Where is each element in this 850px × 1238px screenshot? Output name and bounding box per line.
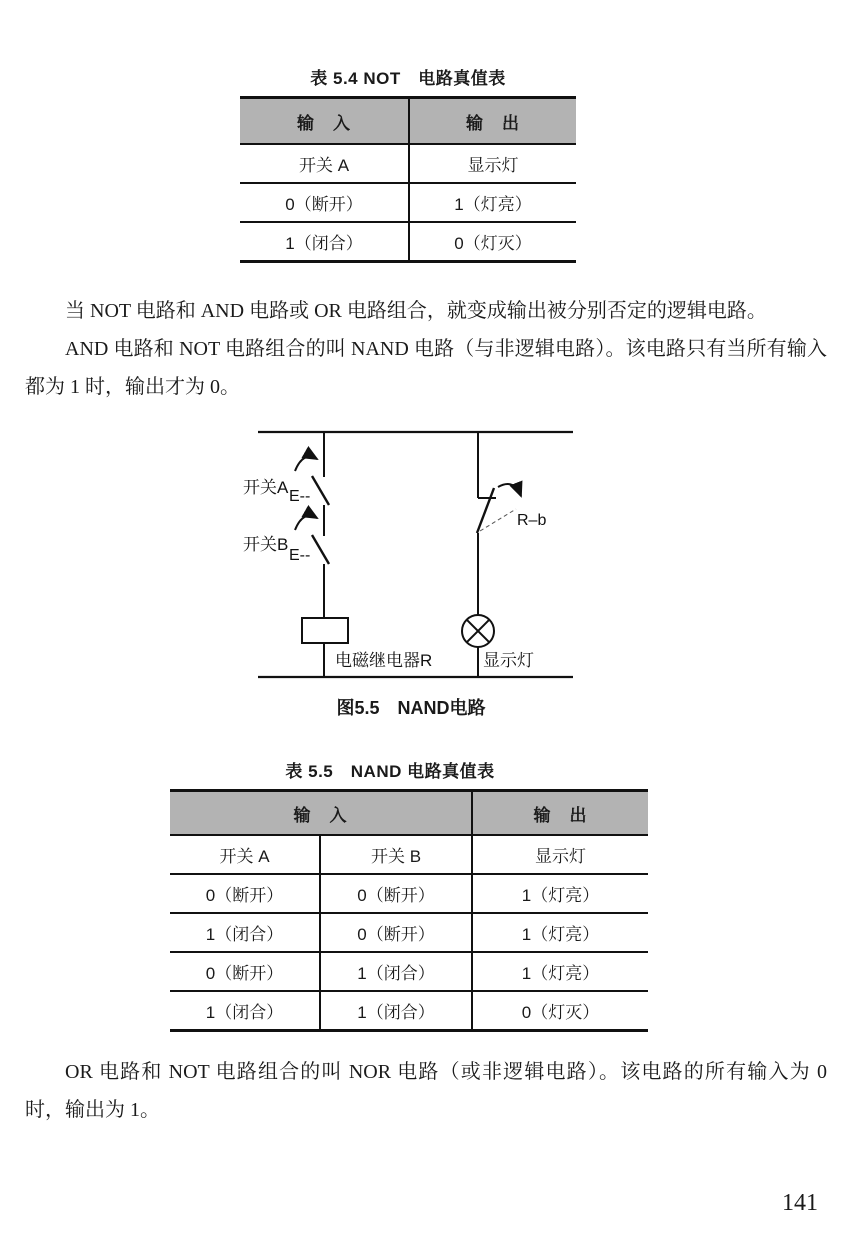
lamp-label: 显示灯 [483, 651, 534, 670]
contact-label: R–b [517, 512, 547, 529]
table-cell: 1（闭合） [170, 913, 320, 952]
switch-a-blade [312, 476, 329, 505]
table-cell: 1（闭合） [240, 222, 409, 262]
table-cell: 显示灯 [409, 144, 576, 183]
table-cell: 1（闭合） [170, 991, 320, 1031]
table-cell: 0（断开） [320, 874, 472, 913]
table-cell: 开关 A [170, 835, 320, 874]
table-cell: 开关 B [320, 835, 472, 874]
header-cell-output: 输 出 [472, 791, 648, 836]
table-cell: 1（灯亮） [409, 183, 576, 222]
paragraph-block [25, 292, 827, 406]
header-cell-input: 输 入 [170, 791, 472, 836]
table-row [170, 991, 648, 1031]
header-cell-input: 输 入 [240, 98, 409, 145]
paragraph-block [25, 1053, 827, 1129]
relay-coil [302, 618, 348, 643]
table-row [240, 98, 576, 145]
table-cell: 1（闭合） [320, 991, 472, 1031]
table-cell: 显示灯 [472, 835, 648, 874]
table-5-5 [170, 789, 648, 1032]
table-row [170, 874, 648, 913]
switch-b-arrow-icon [295, 516, 317, 530]
paragraph: OR 电路和 NOT 电路组合的叫 NOR 电路（或非逻辑电路）。该电路的所有输入为 0 时，输出为 1。 [25, 1061, 827, 1121]
paragraph: AND 电路和 NOT 电路组合的叫 NAND 电路（与非逻辑电路）。该电路只有当所有输入都为 1 时，输出才为 0。 [25, 338, 827, 398]
nc-contact-blade [477, 488, 494, 533]
contact-arrow-icon [498, 484, 521, 496]
table-5-4 [240, 96, 576, 263]
table-row [240, 144, 576, 183]
table-cell: 0（灯灭） [472, 991, 648, 1031]
table-row [170, 952, 648, 991]
page-number: 141 [782, 1190, 818, 1216]
table-row [240, 183, 576, 222]
table-5-5-title: 表 5.5 NAND 电路真值表 [285, 762, 495, 781]
table-row [170, 913, 648, 952]
relay-label: 电磁继电器R [335, 651, 433, 670]
switch-b-label: 开关B [243, 535, 289, 554]
switch-a-label: 开关A [243, 478, 289, 497]
table-cell: 0（断开） [170, 952, 320, 991]
table-5-4-title: 表 5.4 NOT 电路真值表 [310, 69, 506, 88]
table-cell: 开关 A [240, 144, 409, 183]
table-row [170, 835, 648, 874]
table-cell: 0（灯灭） [409, 222, 576, 262]
paragraph: 当 NOT 电路和 AND 电路或 OR 电路组合，就变成输出被分别否定的逻辑电路。 [65, 300, 767, 322]
table-cell: 1（灯亮） [472, 874, 648, 913]
table-cell: 0（断开） [240, 183, 409, 222]
switch-a-actuator-label: E-- [289, 488, 311, 505]
table-cell: 1（灯亮） [472, 913, 648, 952]
header-cell-output: 输 出 [409, 98, 576, 145]
table-cell: 0（断开） [320, 913, 472, 952]
table-row [170, 791, 648, 836]
switch-a-arrow-icon [295, 457, 317, 471]
switch-b-blade [312, 535, 329, 564]
figure-caption: 图5.5 NAND电路 [336, 698, 486, 718]
table-row [240, 222, 576, 262]
table-cell: 1（灯亮） [472, 952, 648, 991]
nand-circuit-diagram [230, 410, 610, 710]
switch-b-actuator-label: E-- [289, 547, 311, 564]
table-cell: 1（闭合） [320, 952, 472, 991]
table-cell: 0（断开） [170, 874, 320, 913]
